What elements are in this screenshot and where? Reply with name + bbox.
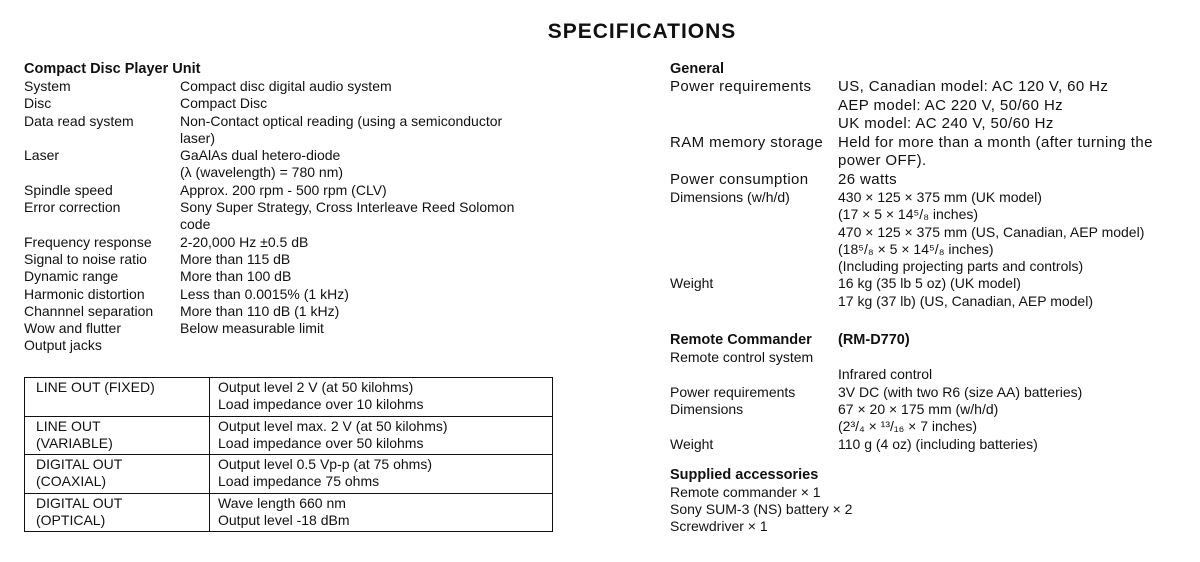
remote-heading-row [670, 332, 1200, 349]
remote-system-label: Remote control system [670, 349, 814, 366]
page-title: SPECIFICATIONS [547, 20, 737, 43]
right-column [670, 61, 1200, 536]
accessories-heading: Supplied accessories [670, 466, 819, 483]
power-requirements-line: UK model: AC 240 V, 50/60 Hz [838, 115, 1054, 132]
spec-label: Channnel separation [24, 302, 154, 319]
spec-value-line: Approx. 200 rpm - 500 rpm (CLV) [180, 181, 387, 198]
remote-heading: Remote Commander [670, 332, 812, 349]
spec-label: Harmonic distortion [24, 285, 145, 302]
remote-power-label: Power requirements [670, 383, 796, 400]
spec-label: Output jacks [24, 337, 102, 354]
power-consumption-row [670, 171, 1200, 190]
weight-label: Weight [670, 275, 714, 292]
jack-label: (COAXIAL) [36, 473, 107, 490]
dimensions-line: 470 × 125 × 375 mm (US, Canadian, AEP model) [838, 223, 1145, 240]
dimensions-line: (17 × 5 × 14⁵/₈ inches) [838, 206, 979, 223]
spec-row [24, 95, 584, 112]
spec-row [24, 251, 584, 268]
remote-system-value: Infrared control [838, 366, 933, 383]
dimensions-row [670, 189, 1200, 275]
power-consumption-label: Power consumption [670, 170, 809, 188]
spec-label: Frequency response [24, 233, 152, 250]
remote-weight-label: Weight [670, 435, 714, 452]
remote-dimensions-label: Dimensions [670, 400, 744, 417]
spec-label: Data read system [24, 112, 134, 129]
accessory-item: Sony SUM-3 (NS) battery × 2 [670, 501, 853, 518]
spec-row [24, 199, 584, 234]
spec-label: Dynamic range [24, 268, 119, 285]
jack-spec-line: Load impedance 75 ohms [218, 473, 380, 490]
weight-line: 17 kg (37 lb) (US, Canadian, AEP model) [838, 292, 1093, 309]
power-consumption-value: 26 watts [838, 170, 898, 188]
jack-row [25, 455, 553, 494]
spec-row [24, 234, 584, 251]
dimensions-line: (18⁵/₈ × 5 × 14⁵/₈ inches) [838, 240, 994, 257]
remote-system-value-row [670, 366, 1200, 383]
spec-row [24, 286, 584, 303]
spec-value-line: More than 110 dB (1 kHz) [180, 302, 340, 319]
spec-row [24, 337, 584, 354]
ram-storage-row [670, 134, 1200, 171]
jack-label: DIGITAL OUT [36, 456, 123, 473]
spec-value-line: laser) [180, 129, 216, 146]
output-jacks-table [24, 377, 553, 532]
jack-label: LINE OUT [36, 417, 101, 434]
spec-value-line: More than 100 dB [180, 268, 292, 285]
spec-value-line: Compact Disc [180, 95, 268, 112]
spec-value-line: Sony Super Strategy, Cross Interleave Reed Solomon [180, 199, 515, 216]
spec-row [24, 268, 584, 285]
jack-label: LINE OUT (FIXED) [36, 379, 155, 395]
spec-label: Laser [24, 147, 60, 164]
spec-label: System [24, 78, 71, 94]
spec-value-line: GaAlAs dual hetero-diode [180, 147, 341, 164]
general-heading: General [670, 61, 724, 77]
spec-row [24, 182, 584, 199]
spec-label: Disc [24, 95, 52, 112]
jack-spec-line: Output level 2 V (at 50 kilohms) [218, 379, 414, 395]
weight-line: 16 kg (35 lb 5 oz) (UK model) [838, 275, 1021, 292]
spec-row [24, 147, 584, 182]
power-requirements-line: US, Canadian model: AC 120 V, 60 Hz [838, 78, 1109, 95]
jack-spec-line: Output level 0.5 Vp-p (at 75 ohms) [218, 456, 432, 473]
spec-value-line: Below measurable limit [180, 320, 324, 337]
spec-value-line: More than 115 dB [180, 250, 291, 267]
jack-spec-line: Wave length 660 nm [218, 494, 346, 511]
power-requirements-label: Power requirements [670, 78, 812, 95]
remote-system-row [670, 349, 1200, 366]
accessory-item: Screwdriver × 1 [670, 518, 768, 535]
remote-dimensions-row [670, 401, 1200, 436]
ram-storage-line: Held for more than a month (after turning the [838, 133, 1153, 151]
cd-unit-spec-list [24, 78, 584, 355]
jack-label: (VARIABLE) [36, 434, 113, 451]
ram-storage-label: RAM memory storage [670, 133, 824, 151]
spec-label: Wow and flutter [24, 320, 122, 337]
jack-spec-line: Output level -18 dBm [218, 512, 350, 529]
spec-row [24, 320, 584, 337]
spec-row [24, 78, 584, 95]
spec-label: Error correction [24, 199, 121, 216]
spec-value-line: code [180, 216, 211, 233]
spec-value-line: Non-Contact optical reading (using a semiconductor [180, 112, 503, 129]
remote-power-value: 3V DC (with two R6 (size AA) batteries) [838, 383, 1083, 400]
jack-row [25, 378, 553, 417]
jack-label: DIGITAL OUT [36, 494, 123, 511]
spec-row [24, 113, 584, 148]
dimensions-label: Dimensions (w/h/d) [670, 189, 790, 205]
jack-label: (OPTICAL) [36, 512, 106, 529]
spec-value-line: (λ (wavelength) = 780 nm) [180, 164, 344, 181]
jack-spec-line: Load impedance over 10 kilohms [218, 396, 424, 413]
jack-row [25, 493, 553, 532]
weight-row [670, 275, 1200, 310]
remote-weight-value: 110 g (4 oz) (including batteries) [838, 435, 1038, 452]
jack-spec-line: Output level max. 2 V (at 50 kilohms) [218, 417, 448, 434]
jack-row [25, 416, 553, 455]
dimensions-line: (Including projecting parts and controls) [838, 258, 1084, 275]
remote-dimensions-line: 67 × 20 × 175 mm (w/h/d) [838, 400, 999, 417]
power-requirements-row [670, 78, 1200, 134]
ram-storage-line: power OFF). [838, 152, 927, 169]
remote-dimensions-line: (2³/₄ × ¹³/₁₆ × 7 inches) [838, 418, 978, 435]
spec-value-line: Compact disc digital audio system [180, 78, 392, 94]
spec-label: Spindle speed [24, 181, 113, 198]
cd-unit-section [24, 61, 584, 355]
power-requirements-line: AEP model: AC 220 V, 50/60 Hz [838, 96, 1064, 114]
spec-row [24, 303, 584, 320]
spec-value-line [180, 337, 584, 354]
spec-value-line: Less than 0.0015% (1 kHz) [180, 285, 349, 302]
spec-value-line: 2-20,000 Hz ±0.5 dB [180, 233, 309, 250]
dimensions-line: 430 × 125 × 375 mm (UK model) [838, 189, 1042, 205]
remote-model: (RM-D770) [838, 332, 910, 349]
jack-spec-line: Load impedance over 50 kilohms [218, 434, 424, 451]
remote-power-row [670, 384, 1200, 401]
cd-unit-heading: Compact Disc Player Unit [24, 61, 201, 77]
accessory-item: Remote commander × 1 [670, 483, 821, 500]
spec-label: Signal to noise ratio [24, 250, 147, 267]
remote-weight-row [670, 436, 1200, 453]
